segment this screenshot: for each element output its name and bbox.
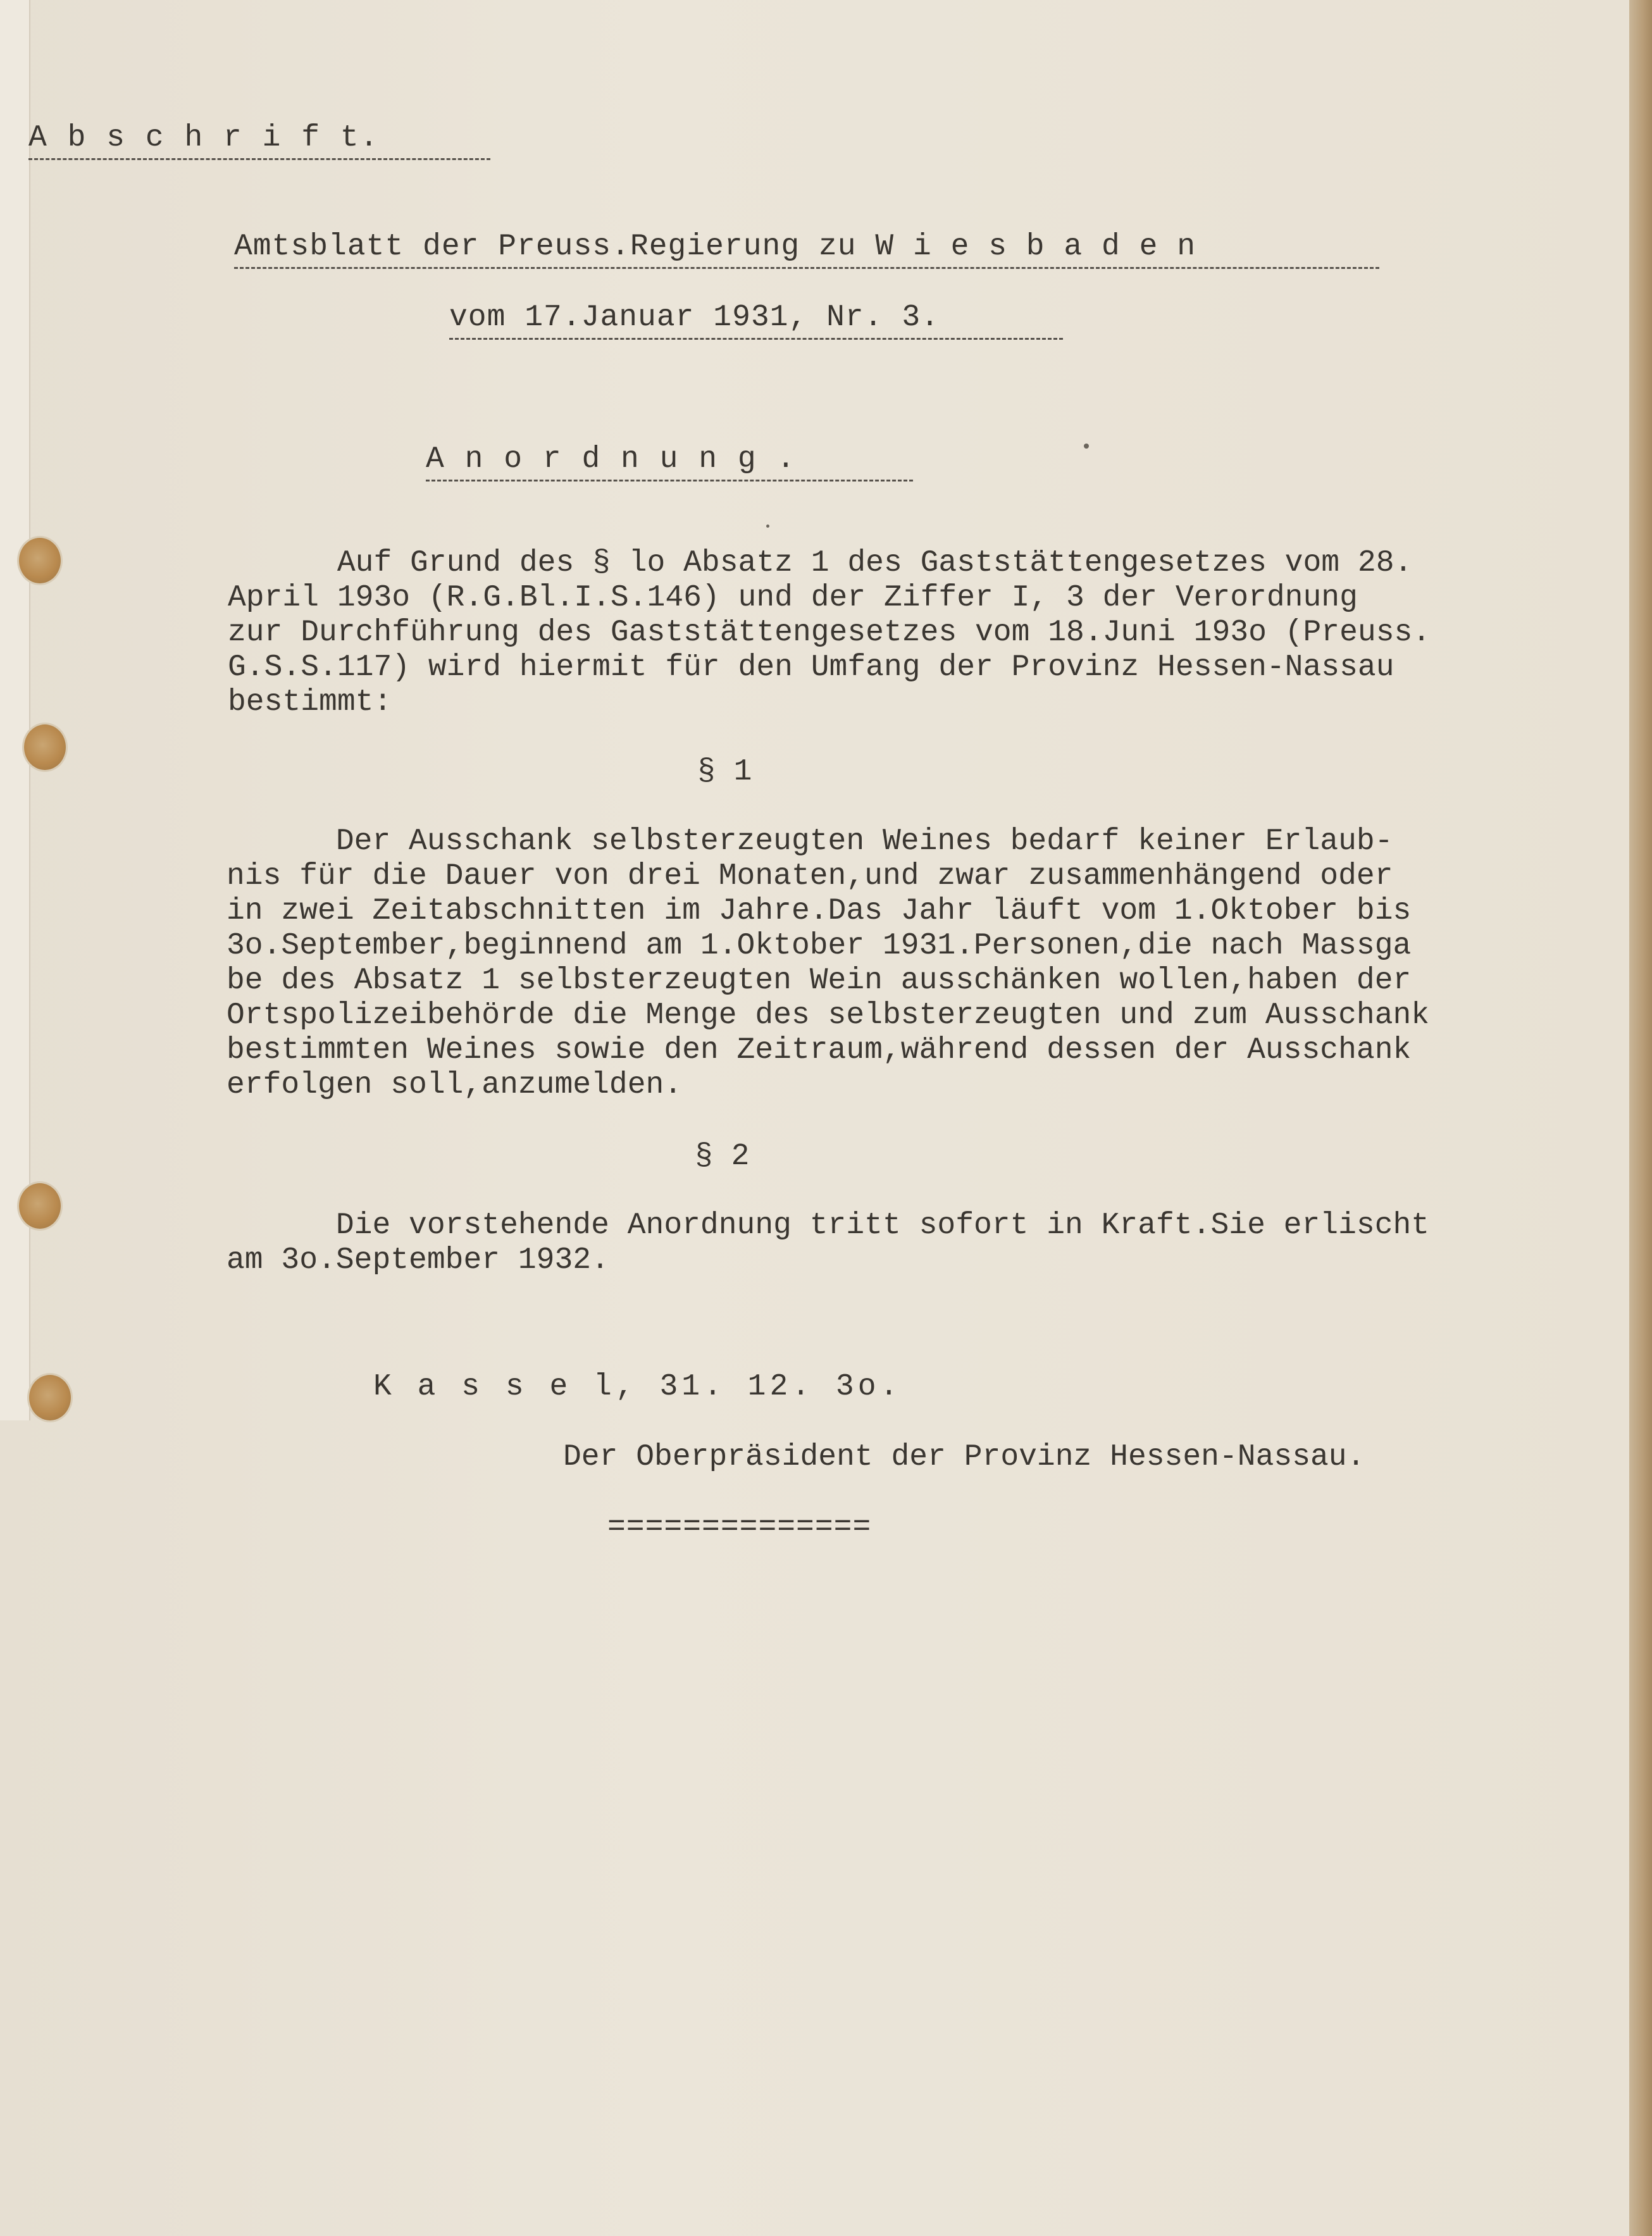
section-1-line: bestimmten Weines sowie den Zeitraum,während dessen der Ausschank xyxy=(227,1033,1412,1067)
closing-rule: ============== xyxy=(607,1510,872,1544)
section-1-line: nis für die Dauer von drei Monaten,und zwar zusammenhängend oder xyxy=(227,859,1393,893)
preamble-line: G.S.S.117) wird hiermit für den Umfang der Provinz Hessen-Nassau xyxy=(228,650,1394,685)
ink-speck xyxy=(1084,444,1089,449)
section-2-mark: § 2 xyxy=(695,1140,750,1174)
preamble-line: Auf Grund des § lo Absatz 1 des Gaststättengesetzes vom 28. xyxy=(228,546,1413,580)
source-line-2: vom 17.Januar 1931, Nr. 3. xyxy=(449,300,1063,340)
place-date: K a s s e l, 31. 12. 3o. xyxy=(373,1370,902,1404)
section-2-line: Die vorstehende Anordnung tritt sofort in Kraft.Sie erlischt xyxy=(227,1208,1430,1243)
document-heading: A b s c h r i f t. xyxy=(28,120,490,160)
punch-hole xyxy=(19,1183,61,1229)
preamble xyxy=(228,546,1431,720)
section-1-text xyxy=(227,824,1429,1103)
punch-hole xyxy=(19,538,61,583)
binder-edge xyxy=(1629,0,1652,2236)
preamble-line: bestimmt: xyxy=(228,685,392,719)
section-1-line: Ortspolizeibehörde die Menge des selbsterzeugten und zum Ausschank xyxy=(227,998,1430,1033)
signatory: Der Oberpräsident der Provinz Hessen-Nassau. xyxy=(563,1440,1365,1474)
punch-hole xyxy=(29,1375,71,1420)
section-1-line: in zwei Zeitabschnitten im Jahre.Das Jahr läuft vom 1.Oktober bis xyxy=(227,894,1412,928)
section-2-line: am 3o.September 1932. xyxy=(227,1243,609,1277)
section-1-line: Der Ausschank selbsterzeugten Weines bedarf keiner Erlaub- xyxy=(227,824,1393,859)
ink-speck xyxy=(766,525,769,528)
document-title: A n o r d n u n g . xyxy=(426,442,913,481)
punch-hole xyxy=(24,724,66,770)
preamble-line: zur Durchführung des Gaststättengesetzes vom 18.Juni 193o (Preuss. xyxy=(228,616,1431,650)
section-1-mark: § 1 xyxy=(697,755,752,789)
section-1-line: be des Absatz 1 selbsterzeugten Wein ausschänken wollen,haben der xyxy=(227,964,1412,998)
section-2-text xyxy=(227,1208,1429,1278)
source-line-1: Amtsblatt der Preuss.Regierung zu W i e s b a d e n xyxy=(234,229,1379,269)
preamble-line: April 193o (R.G.Bl.I.S.146) und der Ziffer I, 3 der Verordnung xyxy=(228,581,1358,615)
section-1-line: erfolgen soll,anzumelden. xyxy=(227,1068,683,1102)
section-1-line: 3o.September,beginnend am 1.Oktober 1931.Personen,die nach Massga xyxy=(227,929,1412,963)
